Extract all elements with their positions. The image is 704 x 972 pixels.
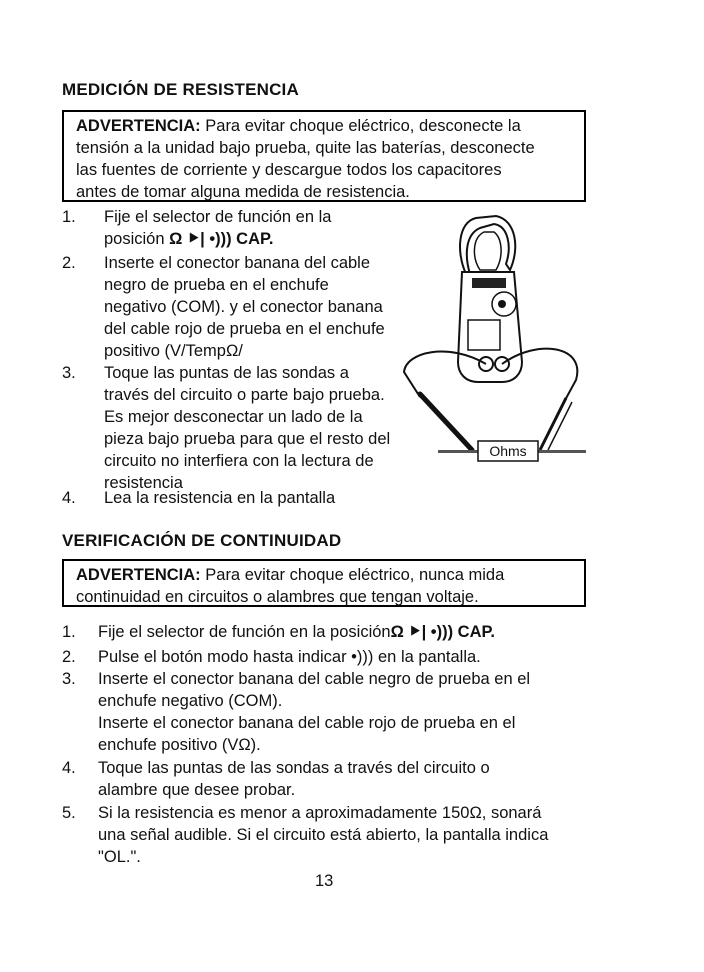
step-text: enchufe negativo (COM). — [98, 692, 283, 710]
page-number: 13 — [315, 872, 334, 890]
warning-label: ADVERTENCIA: — [76, 117, 201, 135]
step-text: enchufe positivo (VΩ). — [98, 736, 261, 754]
warning-text: Para evitar choque eléctrico, desconecte la — [200, 117, 521, 135]
step-text: del cable rojo de prueba en el enchufe — [104, 320, 385, 338]
probe-icon — [420, 394, 472, 450]
section-title-resistance: MEDICIÓN DE RESISTENCIA — [62, 80, 299, 99]
warning-text: tensión a la unidad bajo prueba, quite las baterías, desconecte — [76, 139, 535, 157]
step-text: Pulse el botón modo hasta indicar •))) en la pantalla. — [98, 648, 481, 666]
step-text: negativo (COM). y el conector banana — [104, 298, 383, 316]
section-title-continuity: VERIFICACIÓN DE CONTINUIDAD — [62, 531, 342, 550]
step-text: alambre que desee probar. — [98, 781, 296, 799]
warning-box-resistance — [62, 110, 586, 202]
step-number: 3. — [62, 364, 76, 382]
step-text: Toque las puntas de las sondas a través del circuito o — [98, 759, 490, 777]
step-text: Es mejor desconectar un lado de la — [104, 408, 363, 426]
step-text: positivo (V/TempΩ/ — [104, 342, 243, 360]
warning-text: antes de tomar alguna medida de resistencia. — [76, 183, 410, 201]
function-symbol: Ω ⯈| •))) CAP. — [390, 623, 495, 641]
function-symbol: Ω ⯈| •))) CAP. — [169, 230, 274, 248]
step-text: Lea la resistencia en la pantalla — [104, 489, 336, 507]
step-number: 5. — [62, 804, 76, 822]
step-text: "OL.". — [98, 848, 141, 866]
step-text: Fije el selector de función en la posiciónΩ ⯈| •))) CAP. — [98, 623, 495, 641]
step-text: Inserte el conector banana del cable rojo de prueba en el — [98, 714, 516, 732]
step-number: 2. — [62, 254, 76, 272]
step-text: negro de prueba en el enchufe — [104, 276, 329, 294]
step-text: Fije el selector de función en la — [104, 208, 332, 226]
step-text: posición Ω ⯈| •))) CAP. — [104, 230, 274, 248]
step-text: una señal audible. Si el circuito está abierto, la pantalla indica — [98, 826, 549, 844]
step-text: Inserte el conector banana del cable negro de prueba en el — [98, 670, 531, 688]
step-number: 1. — [62, 208, 76, 226]
step-text: Si la resistencia es menor a aproximadamente 150Ω, sonará — [98, 804, 542, 822]
step-number: 4. — [62, 489, 76, 507]
step-text: Inserte el conector banana del cable — [104, 254, 371, 272]
step-number: 2. — [62, 648, 76, 666]
clamp-meter-figure — [398, 212, 588, 470]
warning-text: las fuentes de corriente y descargue todos los capacitores — [76, 161, 502, 179]
step-text: través del circuito o parte bajo prueba. — [104, 386, 385, 404]
resistor-label: Ohms — [489, 443, 527, 459]
step-number: 3. — [62, 670, 76, 688]
warning-label: ADVERTENCIA: — [76, 566, 201, 584]
step-text: resistencia — [104, 474, 183, 492]
step-number: 4. — [62, 759, 76, 777]
step-text: pieza bajo prueba para que el resto del — [104, 430, 391, 448]
probe-icon — [540, 398, 566, 450]
warning-text: Para evitar choque eléctrico, nunca mida — [200, 566, 505, 584]
warning-box-continuity — [62, 559, 586, 607]
step-text: Toque las puntas de las sondas a — [104, 364, 349, 382]
warning-text: continuidad en circuitos o alambres que tengan voltaje. — [76, 588, 479, 606]
step-text: circuito no interfiera con la lectura de — [104, 452, 374, 470]
step-number: 1. — [62, 623, 76, 641]
display-icon — [468, 320, 500, 350]
